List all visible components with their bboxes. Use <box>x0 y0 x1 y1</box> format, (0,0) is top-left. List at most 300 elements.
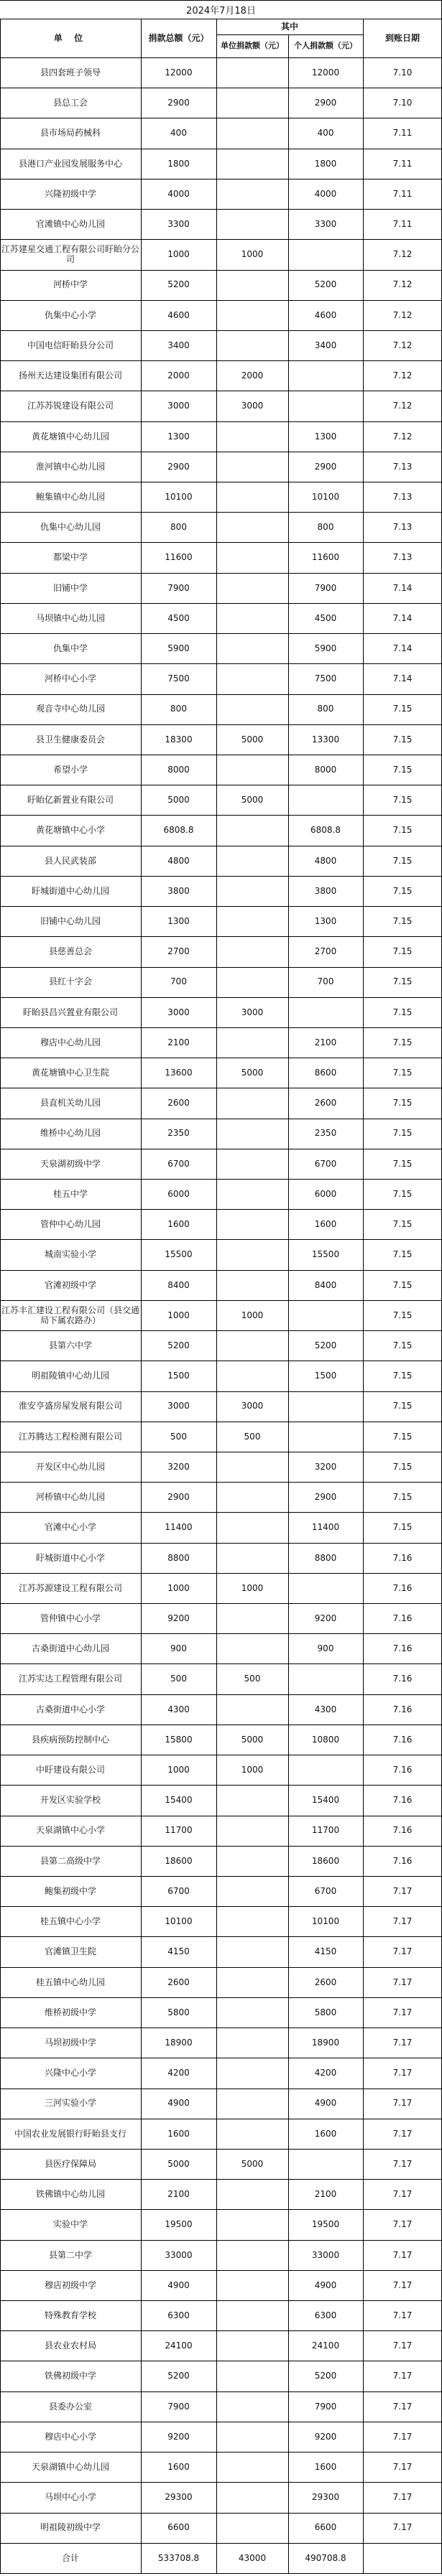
personal-amount-cell: 700 <box>317 976 334 987</box>
personal-amount-cell <box>288 997 363 1027</box>
total-amount-cell: 800 <box>170 522 187 533</box>
arrival-date-cell: 7.17 <box>392 2038 413 2048</box>
arrival-date-cell: 7.10 <box>392 98 413 108</box>
arrival-date-cell: 7.17 <box>392 2522 413 2533</box>
unit-amount-cell <box>216 603 288 633</box>
unit-name-cell: 桂五中学 <box>52 1188 88 1199</box>
arrival-date-cell: 7.12 <box>392 370 413 381</box>
unit-amount-cell <box>216 209 288 239</box>
arrival-date-cell: 7.15 <box>392 1068 413 1078</box>
unit-name-cell: 管仲镇中心小学 <box>40 1613 101 1623</box>
unit-name-cell: 穆店初级中学 <box>44 2279 96 2290</box>
total-amount-cell: 2100 <box>167 2189 190 2200</box>
unit-amount-cell <box>216 2513 288 2543</box>
arrival-date-cell: 7.15 <box>392 734 413 745</box>
total-amount-cell: 2900 <box>167 98 190 108</box>
personal-amount-cell <box>288 239 363 269</box>
arrival-date-cell: 7.17 <box>392 2279 413 2290</box>
unit-amount-cell <box>216 452 288 482</box>
arrival-date-cell: 7.13 <box>392 522 413 533</box>
arrival-date-cell: 7.16 <box>392 1552 413 1563</box>
unit-amount-cell: 500 <box>244 1431 261 1442</box>
unit-amount-cell <box>216 1876 288 1906</box>
unit-name-cell: 县慈善总会 <box>48 946 92 957</box>
unit-amount-cell <box>216 1543 288 1573</box>
arrival-date-cell: 7.12 <box>392 340 413 350</box>
arrival-date-cell: 7.15 <box>392 704 413 714</box>
total-amount-cell: 800 <box>170 704 187 714</box>
personal-amount-cell: 3200 <box>314 1461 337 1472</box>
unit-amount-cell <box>216 815 288 845</box>
arrival-date-cell: 7.10 <box>392 67 413 78</box>
unit-amount-cell <box>216 88 288 118</box>
arrival-date-cell: 7.15 <box>392 1431 413 1442</box>
unit-name-cell: 明祖陵镇中心幼儿园 <box>31 1371 109 1381</box>
unit-amount-cell <box>216 2270 288 2300</box>
unit-name-cell: 铁佛镇中心幼儿园 <box>35 2189 105 2200</box>
unit-name-cell: 淮安亨盛房屋发展有限公司 <box>18 1401 122 1411</box>
unit-amount-cell: 1000 <box>241 1765 264 1775</box>
unit-amount-cell <box>216 1906 288 1936</box>
unit-amount-cell <box>216 906 288 936</box>
unit-amount-cell <box>216 57 288 88</box>
unit-amount-cell: 1000 <box>241 1310 264 1320</box>
unit-name-cell: 县人民武装部 <box>44 855 96 866</box>
personal-amount-cell: 4900 <box>314 2098 337 2109</box>
total-amount-cell: 4200 <box>167 2068 190 2078</box>
unit-amount-cell <box>216 1088 288 1118</box>
total-amount-cell: 1600 <box>167 2128 190 2139</box>
arrival-date-cell: 7.15 <box>392 1007 413 1017</box>
unit-name-cell: 兴隆初级中学 <box>44 188 96 199</box>
personal-amount-cell <box>288 1391 363 1422</box>
total-amount-cell: 29300 <box>165 2492 193 2503</box>
personal-amount-cell: 5200 <box>314 279 337 290</box>
total-amount-cell: 1000 <box>167 1765 190 1775</box>
total-amount-cell: 3000 <box>167 1007 190 1017</box>
total-amount-cell: 7500 <box>167 673 190 684</box>
unit-name-cell: 马坝初级中学 <box>44 2038 96 2048</box>
personal-amount-cell: 18600 <box>311 1855 340 1866</box>
arrival-date-cell: 7.15 <box>392 1037 413 1047</box>
unit-name-cell: 县卫生健康委员会 <box>35 734 105 745</box>
unit-name-cell: 鲍集初级中学 <box>44 1885 96 1896</box>
personal-amount-cell: 2900 <box>314 1492 337 1503</box>
total-amount-cell: 12000 <box>165 67 193 78</box>
unit-amount-cell: 2000 <box>241 370 264 381</box>
personal-amount-cell: 4800 <box>314 855 337 866</box>
arrival-date-cell: 7.17 <box>392 2007 413 2017</box>
arrival-date-cell: 7.16 <box>392 1825 413 1836</box>
personal-amount-cell: 3800 <box>314 885 337 896</box>
unit-amount-cell <box>216 149 288 179</box>
unit-name-cell: 维桥中心幼儿园 <box>40 1128 101 1139</box>
unit-name-cell: 鲍集镇中心幼儿园 <box>35 491 105 502</box>
arrival-date-cell: 7.15 <box>392 1279 413 1290</box>
total-amount-cell: 15800 <box>165 1734 193 1745</box>
total-amount-cell: 4000 <box>167 188 190 199</box>
unit-name-cell: 江苏丰汇建设工程有限公司（县交通局下属农路办） <box>1 1305 140 1325</box>
unit-name-cell: 中盱建设有限公司 <box>35 1765 105 1775</box>
personal-amount-cell: 900 <box>317 1643 334 1654</box>
arrival-date-cell: 7.11 <box>392 218 413 229</box>
personal-amount-cell: 5200 <box>314 1340 337 1350</box>
unit-name-cell: 希望小学 <box>52 764 88 775</box>
personal-amount-cell: 1300 <box>314 431 337 442</box>
total-amount-cell: 6600 <box>167 2522 190 2533</box>
arrival-date-cell: 7.12 <box>392 401 413 411</box>
unit-amount-cell <box>216 542 288 572</box>
personal-amount-cell: 2100 <box>314 1037 337 1047</box>
unit-name-cell: 县四套班子领导 <box>40 67 101 78</box>
total-amount-cell: 6808.8 <box>163 825 194 836</box>
total-amount-cell: 2900 <box>167 461 190 472</box>
total-amount-cell: 2600 <box>167 1098 190 1109</box>
arrival-date-cell: 7.17 <box>392 2371 413 2381</box>
total-amount-cell: 18900 <box>165 2038 193 2048</box>
arrival-date-cell: 7.12 <box>392 431 413 442</box>
personal-amount-cell: 4900 <box>314 2279 337 2290</box>
total-amount-cell: 2350 <box>167 1128 190 1139</box>
personal-amount-cell: 2700 <box>314 946 337 957</box>
personal-amount-cell: 1500 <box>314 1371 337 1381</box>
arrival-date-cell: 7.15 <box>392 885 413 896</box>
personal-amount-cell: 12000 <box>311 67 340 78</box>
arrival-date-cell: 7.11 <box>392 128 413 139</box>
unit-name-cell: 江苏苏源建设工程有限公司 <box>18 1582 122 1593</box>
arrival-date-cell: 7.15 <box>392 915 413 926</box>
arrival-date-cell: 7.17 <box>392 1977 413 1987</box>
arrival-date-cell: 7.15 <box>392 1492 413 1503</box>
unit-amount-cell: 3000 <box>241 401 264 411</box>
header-arrival-date: 到账日期 <box>385 32 420 43</box>
unit-amount-cell <box>216 1119 288 1149</box>
unit-name-cell: 旧铺中学 <box>52 582 88 593</box>
unit-name-cell: 仇集中心幼儿园 <box>40 522 101 533</box>
personal-amount-cell: 18900 <box>311 2038 340 2048</box>
unit-amount-cell <box>216 1270 288 1300</box>
unit-amount-cell <box>216 1361 288 1391</box>
unit-amount-cell <box>216 2330 288 2361</box>
arrival-date-cell: 7.15 <box>392 825 413 836</box>
unit-name-cell: 县市场局药械科 <box>40 128 101 139</box>
arrival-date-cell: 7.17 <box>392 2249 413 2260</box>
arrival-date-cell: 7.14 <box>392 673 413 684</box>
personal-amount-cell: 4000 <box>314 188 337 199</box>
unit-amount-cell <box>216 694 288 724</box>
unit-name-cell: 城南实验小学 <box>44 1249 96 1260</box>
unit-name-cell: 淮河镇中心幼儿园 <box>35 461 105 472</box>
unit-amount-cell <box>216 1967 288 1997</box>
total-amount-cell: 4600 <box>167 309 190 320</box>
total-amount-cell: 6300 <box>167 2310 190 2320</box>
personal-amount-cell: 15400 <box>311 1795 340 1806</box>
arrival-date-cell: 7.15 <box>392 1522 413 1533</box>
unit-amount-cell: 3000 <box>241 1007 264 1017</box>
unit-name-cell: 河桥中学 <box>52 279 88 290</box>
total-amount-cell: 10100 <box>165 491 193 502</box>
total-amount-cell: 1600 <box>167 2462 190 2473</box>
arrival-date-cell: 7.17 <box>392 1916 413 1927</box>
total-amount-cell: 500 <box>170 1431 187 1442</box>
unit-amount-cell <box>216 1149 288 1179</box>
unit-amount-cell <box>216 482 288 512</box>
total-amount-cell: 8400 <box>167 1279 190 1290</box>
unit-amount-cell <box>216 1179 288 1209</box>
personal-amount-cell: 6808.8 <box>310 825 341 836</box>
total-amount-cell: 11600 <box>165 552 193 563</box>
personal-amount-cell: 1800 <box>314 158 337 169</box>
personal-amount-cell <box>288 360 363 391</box>
unit-amount-cell <box>216 846 288 876</box>
arrival-date-cell: 7.17 <box>392 2158 413 2169</box>
unit-amount-cell <box>216 2058 288 2088</box>
unit-amount-cell: 1000 <box>241 1582 264 1593</box>
unit-name-cell: 县第二高级中学 <box>40 1855 101 1866</box>
unit-amount-cell <box>216 300 288 330</box>
personal-amount-cell: 2100 <box>314 2189 337 2200</box>
personal-amount-cell: 6000 <box>314 1188 337 1199</box>
arrival-date-cell: 7.15 <box>392 764 413 775</box>
arrival-date-cell: 7.15 <box>392 1249 413 1260</box>
unit-amount-cell <box>216 2300 288 2330</box>
total-amount-cell: 4800 <box>167 855 190 866</box>
unit-amount-cell <box>216 2391 288 2422</box>
total-amount-cell: 3800 <box>167 885 190 896</box>
arrival-date-cell: 7.15 <box>392 976 413 987</box>
unit-name-cell: 天泉湖镇中心小学 <box>35 1825 105 1836</box>
arrival-date-cell: 7.13 <box>392 491 413 502</box>
total-amount-cell: 2900 <box>167 1492 190 1503</box>
personal-amount-cell: 2900 <box>314 461 337 472</box>
arrival-date-cell: 7.15 <box>392 1098 413 1109</box>
total-amount-cell: 11700 <box>165 1825 193 1836</box>
unit-name-cell: 实验中学 <box>52 2219 88 2230</box>
personal-amount-cell: 5200 <box>314 2371 337 2381</box>
unit-amount-cell <box>216 1694 288 1725</box>
personal-amount-cell: 8000 <box>314 764 337 775</box>
unit-amount-cell <box>216 2452 288 2482</box>
arrival-date-cell: 7.15 <box>392 1340 413 1350</box>
personal-amount-cell: 6700 <box>314 1885 337 1896</box>
total-amount-cell: 900 <box>170 1643 187 1654</box>
personal-amount-cell: 10100 <box>311 491 340 502</box>
total-amount-cell: 5200 <box>167 279 190 290</box>
arrival-date-cell: 7.14 <box>392 643 413 654</box>
personal-amount-cell: 7900 <box>314 2401 337 2412</box>
unit-name-cell: 县直机关幼儿园 <box>40 1098 101 1109</box>
total-amount-cell: 1300 <box>167 431 190 442</box>
total-amount-cell: 18300 <box>165 734 193 745</box>
unit-amount-cell: 5000 <box>241 2158 264 2169</box>
unit-name-cell: 特殊教育学校 <box>44 2310 96 2320</box>
arrival-date-cell: 7.15 <box>392 1310 413 1320</box>
unit-name-cell: 开发区中心幼儿园 <box>35 1461 105 1472</box>
arrival-date-cell: 7.16 <box>392 1674 413 1684</box>
header-unit: 单 位 <box>53 32 88 43</box>
total-amount-cell: 4900 <box>167 2098 190 2109</box>
arrival-date-cell: 7.16 <box>392 1582 413 1593</box>
personal-amount-cell: 11700 <box>311 1825 340 1836</box>
unit-name-cell: 官滩中心小学 <box>44 1522 96 1533</box>
unit-name-cell: 三河实验小学 <box>44 2098 96 2109</box>
total-amount-cell: 11400 <box>165 1522 193 1533</box>
total-amount-cell: 3000 <box>167 1401 190 1411</box>
personal-amount-cell: 6600 <box>314 2522 337 2533</box>
personal-amount-cell: 7500 <box>314 673 337 684</box>
unit-amount-cell <box>216 421 288 452</box>
unit-amount-cell <box>216 1209 288 1239</box>
personal-amount-cell <box>288 1755 363 1785</box>
total-amount-cell: 4150 <box>167 1946 190 1957</box>
unit-name-cell: 官滩初级中学 <box>44 1279 96 1290</box>
unit-name-cell: 江苏苏锐建设有限公司 <box>27 401 114 411</box>
unit-amount-cell <box>216 2089 288 2119</box>
unit-name-cell: 古桑街道中心幼儿园 <box>31 1643 109 1654</box>
personal-amount-cell: 11400 <box>311 1522 340 1533</box>
total-amount-cell: 3200 <box>167 1461 190 1472</box>
personal-amount-cell: 9200 <box>314 1613 337 1623</box>
unit-amount-cell <box>216 1330 288 1361</box>
arrival-date-cell: 7.15 <box>392 1371 413 1381</box>
personal-amount-cell: 2350 <box>314 1128 337 1139</box>
total-amount-cell: 5200 <box>167 2371 190 2381</box>
arrival-date-cell: 7.12 <box>392 249 413 260</box>
unit-name-cell: 穆店中心幼儿园 <box>40 1037 101 1047</box>
unit-amount-cell <box>216 573 288 603</box>
personal-amount-cell: 24100 <box>311 2341 340 2351</box>
total-amount-cell: 3300 <box>167 218 190 229</box>
arrival-date-cell: 7.13 <box>392 461 413 472</box>
unit-amount-cell <box>216 1785 288 1815</box>
unit-amount-cell <box>216 512 288 542</box>
total-amount-cell: 2700 <box>167 946 190 957</box>
arrival-date-cell: 7.15 <box>392 1188 413 1199</box>
total-amount-cell: 7900 <box>167 2401 190 2412</box>
total-amount-cell: 700 <box>170 976 187 987</box>
arrival-date-cell: 7.15 <box>392 795 413 806</box>
personal-amount-cell <box>288 1573 363 1603</box>
unit-name-cell: 河桥镇中心幼儿园 <box>35 1492 105 1503</box>
personal-amount-cell: 10100 <box>311 1916 340 1927</box>
unit-name-cell: 江苏腾达工程检测有限公司 <box>18 1431 122 1442</box>
arrival-date-cell: 7.17 <box>392 2341 413 2351</box>
total-amount-cell: 5800 <box>167 2007 190 2017</box>
unit-name-cell: 中国电信盱眙县分公司 <box>27 340 114 350</box>
arrival-date-cell: 7.17 <box>392 2462 413 2473</box>
total-amount-cell: 5000 <box>167 795 190 806</box>
total-amount-cell: 9200 <box>167 1613 190 1623</box>
total-amount-cell: 1300 <box>167 915 190 926</box>
personal-amount-cell: 800 <box>317 704 334 714</box>
unit-amount-cell: 5000 <box>241 734 264 745</box>
arrival-date-cell: 7.16 <box>392 1613 413 1623</box>
total-amount-cell: 1600 <box>167 1219 190 1230</box>
unit-name-cell: 官滩镇卫生院 <box>44 1946 96 1957</box>
unit-name-cell: 马坝中心小学 <box>44 2492 96 2503</box>
personal-amount-cell: 1600 <box>314 2128 337 2139</box>
unit-name-cell: 桂五镇中心小学 <box>40 1916 101 1927</box>
unit-name-cell: 县农业农村局 <box>44 2341 96 2351</box>
total-amount-cell: 18600 <box>165 1855 193 1866</box>
unit-name-cell: 天泉湖初级中学 <box>40 1158 101 1169</box>
personal-amount-cell: 4150 <box>314 1946 337 1957</box>
total-amount-cell: 8800 <box>167 1552 190 1563</box>
arrival-date-cell: 7.17 <box>392 2219 413 2230</box>
personal-amount-cell: 800 <box>317 522 334 533</box>
unit-amount-cell <box>216 1239 288 1269</box>
total-amount-cell: 8000 <box>167 764 190 775</box>
personal-amount-cell: 400 <box>317 128 334 139</box>
total-amount-cell: 13600 <box>165 1068 193 1078</box>
unit-name-cell: 盱眙县昌兴置业有限公司 <box>22 1007 118 1017</box>
arrival-date-cell: 7.16 <box>392 1734 413 1745</box>
unit-amount-cell: 5000 <box>241 795 264 806</box>
unit-name-cell: 县总工会 <box>52 98 88 108</box>
unit-amount-cell: 500 <box>244 1674 261 1684</box>
unit-name-cell: 江苏实达工程管理有限公司 <box>18 1674 122 1684</box>
arrival-date-cell: 7.16 <box>392 1704 413 1714</box>
unit-amount-cell <box>216 2209 288 2239</box>
personal-amount-cell: 1600 <box>314 2462 337 2473</box>
arrival-date-cell: 7.11 <box>392 188 413 199</box>
unit-amount-cell <box>216 1512 288 1542</box>
unit-amount-cell <box>216 967 288 997</box>
total-amount-cell: 2100 <box>167 1037 190 1047</box>
personal-amount-cell: 6700 <box>314 1158 337 1169</box>
header-personal-donation: 个人捐款额（元） <box>294 41 357 51</box>
total-amount-cell: 4900 <box>167 2279 190 2290</box>
total-amount-cell: 5000 <box>167 2158 190 2169</box>
personal-amount-cell: 5800 <box>314 2007 337 2017</box>
unit-name-cell: 盱城街道中心小学 <box>35 1552 105 1563</box>
unit-name-cell: 盱城街道中心幼儿园 <box>31 885 109 896</box>
arrival-date-cell: 7.17 <box>392 2401 413 2412</box>
unit-amount-cell <box>216 936 288 966</box>
personal-amount-cell: 4500 <box>314 612 337 623</box>
unit-name-cell: 旧铺中心幼儿园 <box>40 915 101 926</box>
unit-amount-cell <box>216 118 288 148</box>
header-unit-donation: 单位捐款额（元） <box>221 41 284 51</box>
personal-amount-cell: 7900 <box>314 582 337 593</box>
unit-name-cell: 维桥初级中学 <box>44 2007 96 2017</box>
arrival-date-cell: 7.17 <box>392 2431 413 2442</box>
arrival-date-cell: 7.15 <box>392 1128 413 1139</box>
unit-amount-cell <box>216 876 288 906</box>
unit-name-cell: 天泉湖镇中心幼儿园 <box>31 2462 109 2473</box>
personal-amount-cell: 2600 <box>314 1977 337 1987</box>
unit-amount-cell <box>216 1603 288 1633</box>
total-amount-cell: 6700 <box>167 1885 190 1896</box>
total-personal-amount-cell: 490708.8 <box>305 2552 346 2563</box>
total-amount-cell: 1500 <box>167 1371 190 1381</box>
unit-name-cell: 仇集中心小学 <box>44 309 96 320</box>
arrival-date-cell: 7.16 <box>392 1795 413 1806</box>
arrival-date-cell: 7.11 <box>392 158 413 169</box>
total-amount-cell: 1000 <box>167 1310 190 1320</box>
total-amount-cell: 15400 <box>165 1795 193 1806</box>
personal-amount-cell: 1600 <box>314 1219 337 1230</box>
unit-name-cell: 黄花塘镇中心卫生院 <box>31 1068 109 1078</box>
total-amount-cell: 24100 <box>165 2341 193 2351</box>
total-amount-cell: 2600 <box>167 1977 190 1987</box>
unit-amount-cell <box>216 755 288 785</box>
unit-name-cell: 观音寺中心幼儿园 <box>35 704 105 714</box>
unit-amount-cell <box>216 2119 288 2149</box>
unit-name-cell: 县疾病预防控制中心 <box>31 1734 109 1745</box>
unit-amount-cell <box>216 1482 288 1512</box>
unit-name-cell: 中国农业发展银行盱眙县支行 <box>14 2128 126 2139</box>
